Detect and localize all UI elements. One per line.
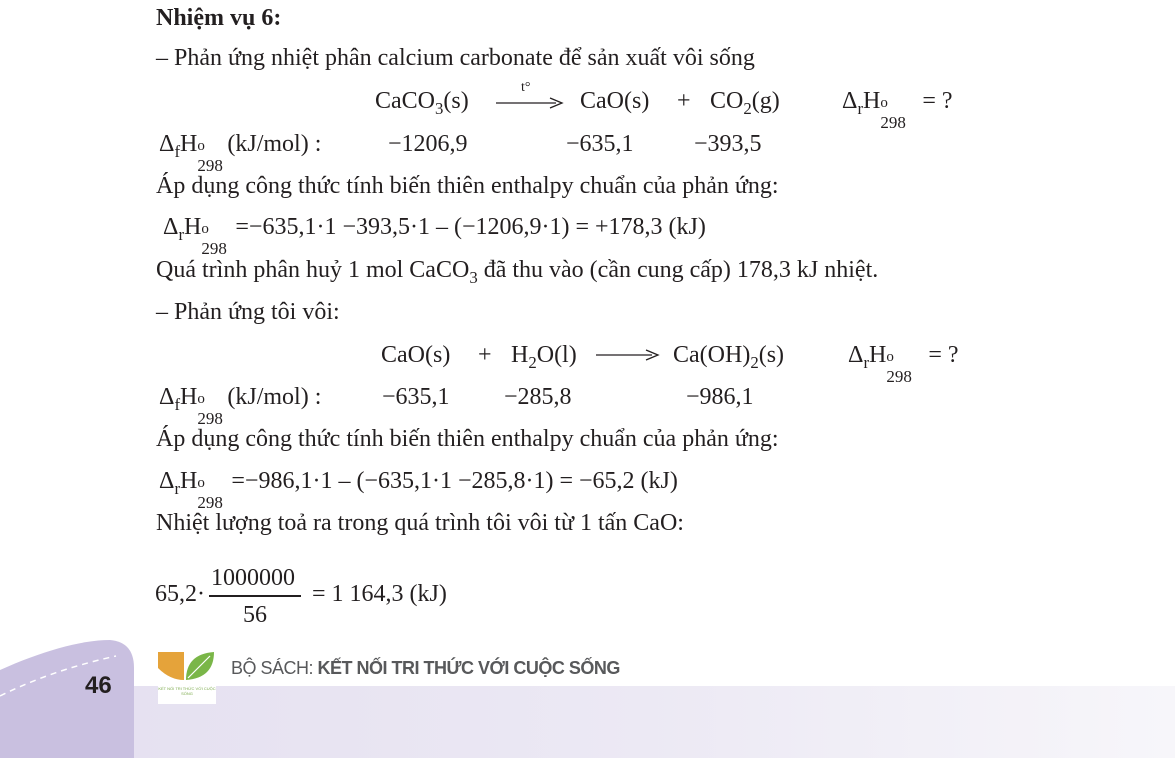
reaction2-intro: – Phản ứng tôi vôi:: [156, 299, 340, 325]
task-heading: Nhiệm vụ 6:: [156, 5, 282, 31]
reaction1-plus: +: [677, 88, 691, 114]
reaction2-product: $Ca(OH)_2(s)$: [673, 342, 785, 372]
reaction1-reactant: CaCO$_3$(s): [375, 88, 469, 118]
book-series-prefix: BỘ SÁCH:: [231, 658, 318, 678]
reaction1-intro: – Phản ứng nhiệt phân calcium carbonate để sản xuất vôi sống: [156, 45, 755, 71]
formation-value-caco3: −1206,9: [388, 131, 468, 157]
conclusion-1: Quá trình phân huỷ 1 mol CaCO$_3$ đã thu vào (cần cung cấp) 178,3 kJ nhiệt.: [156, 257, 879, 287]
formation-value-caoh2: −986,1: [686, 384, 754, 410]
enthalpy-calculation-1: $\Delta_rH$ o 298 =−635,1·1 −393,5·1 – (−1206,9·1) = +178,3 (kJ): [163, 214, 706, 258]
formation-value-cao: −635,1: [382, 384, 450, 410]
enthalpy-calculation-2: $\Delta_rH$ o 298 =−986,1·1 – (−635,1·1 −285,8·1) = −65,2 (kJ): [159, 468, 678, 512]
final-result: = 1 164,3 (kJ): [312, 581, 447, 607]
page-number-tab: [0, 640, 140, 758]
reaction2-reactant2: $H_2O(l)$: [511, 342, 577, 372]
page-number: 46: [85, 672, 112, 699]
reaction1-product2: $CO_2(g)$: [710, 88, 780, 118]
fraction-bar: [209, 595, 301, 597]
reaction1-product1: CaO(s): [580, 88, 650, 114]
reaction1-dh-label: $\Delta_rH$ o 298 = ?: [842, 88, 953, 132]
apply-formula-text-2: Áp dụng công thức tính biến thiên enthalpy chuẩn của phản ứng:: [156, 426, 779, 452]
arrow-label: t°: [521, 80, 531, 95]
apply-formula-text-1: Áp dụng công thức tính biến thiên enthalpy chuẩn của phản ứng:: [156, 173, 779, 199]
reaction2-reactant1: CaO(s): [381, 342, 451, 368]
book-series-name: KẾT NỐI TRI THỨC VỚI CUỘC SỐNG: [317, 658, 620, 678]
book-series: [231, 658, 620, 679]
reaction2-plus: +: [478, 342, 492, 368]
reaction2-dh-label: $\Delta_rH$ o 298 = ?: [848, 342, 959, 386]
final-left: 65,2·: [155, 581, 205, 607]
formation-value-co2: −393,5: [694, 131, 762, 157]
fraction-numerator: 1000000: [211, 565, 295, 591]
formation-label: $\Delta_fH$ o 298 (kJ/mol) :: [159, 131, 322, 175]
formation-value-h2o: −285,8: [504, 384, 572, 410]
arrow-icon: [596, 342, 660, 368]
formation-label: $\Delta_fH$ o 298 (kJ/mol) :: [159, 384, 322, 428]
arrow-icon: [496, 88, 564, 118]
fraction-denominator: 56: [243, 602, 267, 628]
heat-released-text: Nhiệt lượng toả ra trong quá trình tôi vôi từ 1 tấn CaO:: [156, 510, 684, 536]
formation-value-cao: −635,1: [566, 131, 634, 157]
publisher-logo-text: KẾT NỐI TRI THỨC VỚI CUỘC SỐNG: [158, 684, 216, 704]
